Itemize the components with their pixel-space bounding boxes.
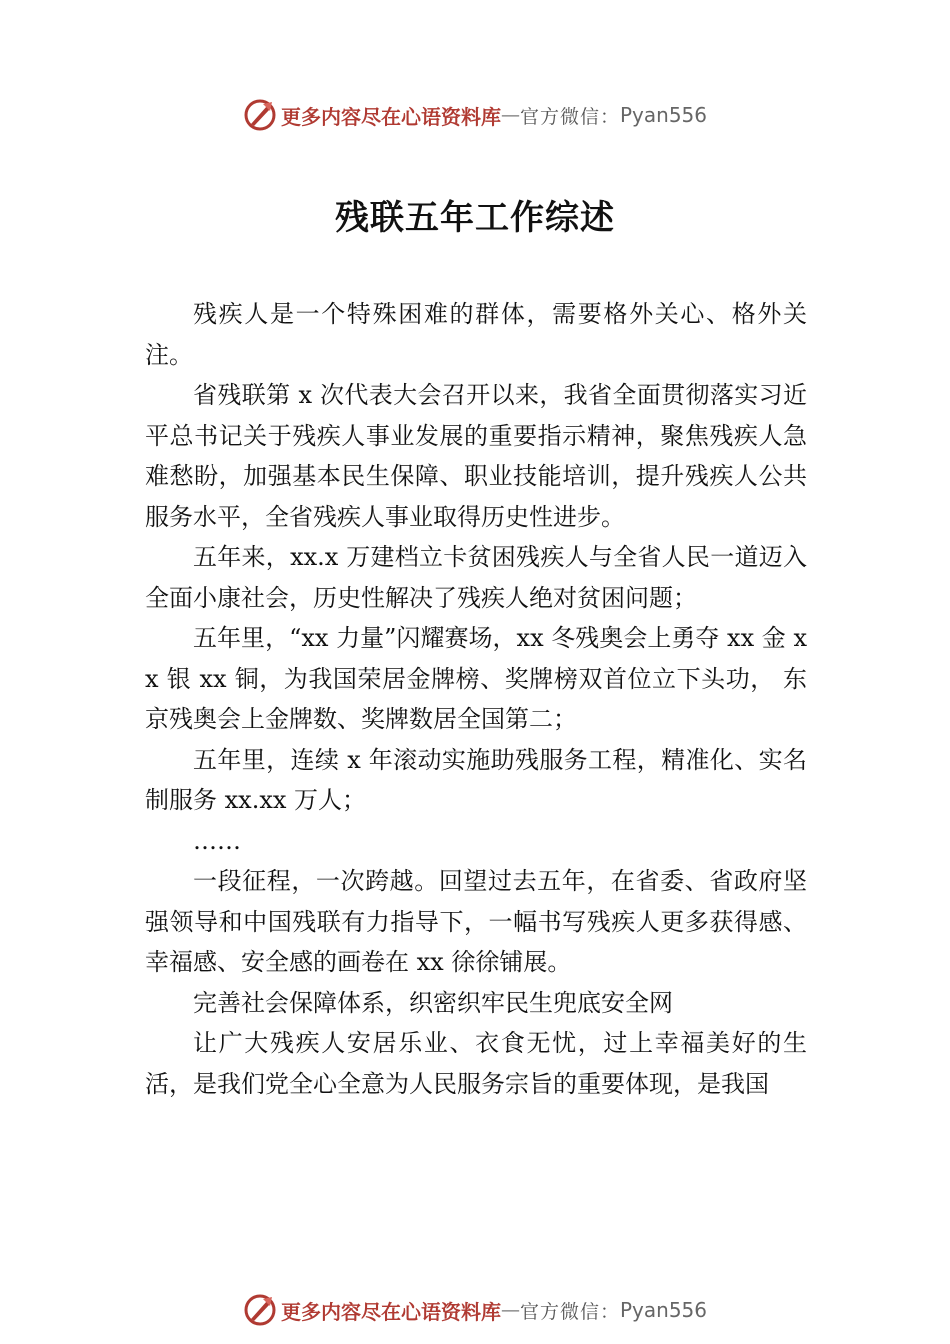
paragraph: 一段征程，一次跨越。回望过去五年，在省委、省政府坚强领导和中国残联有力指导下，一幅书写残疾人更多获得感、幸福感、安全感的画卷在 xx 徐徐铺展。 [145, 867, 807, 976]
paragraph: 五年里，“xx 力量”闪耀赛场，xx 冬残奥会上勇夺 xx 金 xx 银 xx 铜，为我国荣居金牌榜、奖牌榜双首位立下头功， 东京残奥会上金牌数、奖牌数居全国第二； [145, 624, 807, 733]
section-heading: 完善社会保障体系，织密织牢民生兜底安全网 [193, 988, 673, 1017]
footer-banner [0, 1290, 950, 1330]
banner-dash: — [500, 104, 520, 126]
paragraph: 残疾人是一个特殊困难的群体，需要格外关心、格外关注。 [145, 300, 807, 369]
ellipsis-paragraph: …… [193, 826, 241, 855]
quill-logo-icon [243, 98, 277, 132]
quill-logo-icon [243, 1293, 277, 1327]
paragraph: 让广大残疾人安居乐业、衣食无忧，过上幸福美好的生活，是我们党全心全意为人民服务宗旨的重要体现，是我国 [145, 1029, 807, 1098]
paragraph: 省残联第 x 次代表大会召开以来，我省全面贯彻落实习近平总书记关于残疾人事业发展的重要指示精神，聚焦残疾人急难愁盼，加强基本民生保障、职业技能培训，提升残疾人公共服务水平，全省残疾人事业取得历史性进步。 [145, 381, 807, 531]
banner-dash: — [500, 1299, 520, 1321]
banner-main-text: 更多内容尽在心语资料库 [280, 104, 501, 129]
paragraph: 五年来，xx.x 万建档立卡贫困残疾人与全省人民一道迈入全面小康社会，历史性解决了残疾人绝对贫困问题； [145, 543, 807, 612]
paragraph: 五年里，连续 x 年滚动实施助残服务工程，精准化、实名制服务 xx.xx 万人； [145, 745, 807, 814]
banner-wechat-label: 官方微信： [519, 105, 620, 128]
banner-wechat-id: Pyan556 [620, 103, 708, 127]
document-title: 残联五年工作综述 [335, 198, 615, 238]
banner-wechat-label: 官方微信： [519, 1300, 620, 1323]
banner-main-text: 更多内容尽在心语资料库 [280, 1299, 501, 1324]
banner-wechat-id: Pyan556 [620, 1298, 708, 1322]
header-banner [0, 95, 950, 135]
document-body [145, 294, 807, 1104]
